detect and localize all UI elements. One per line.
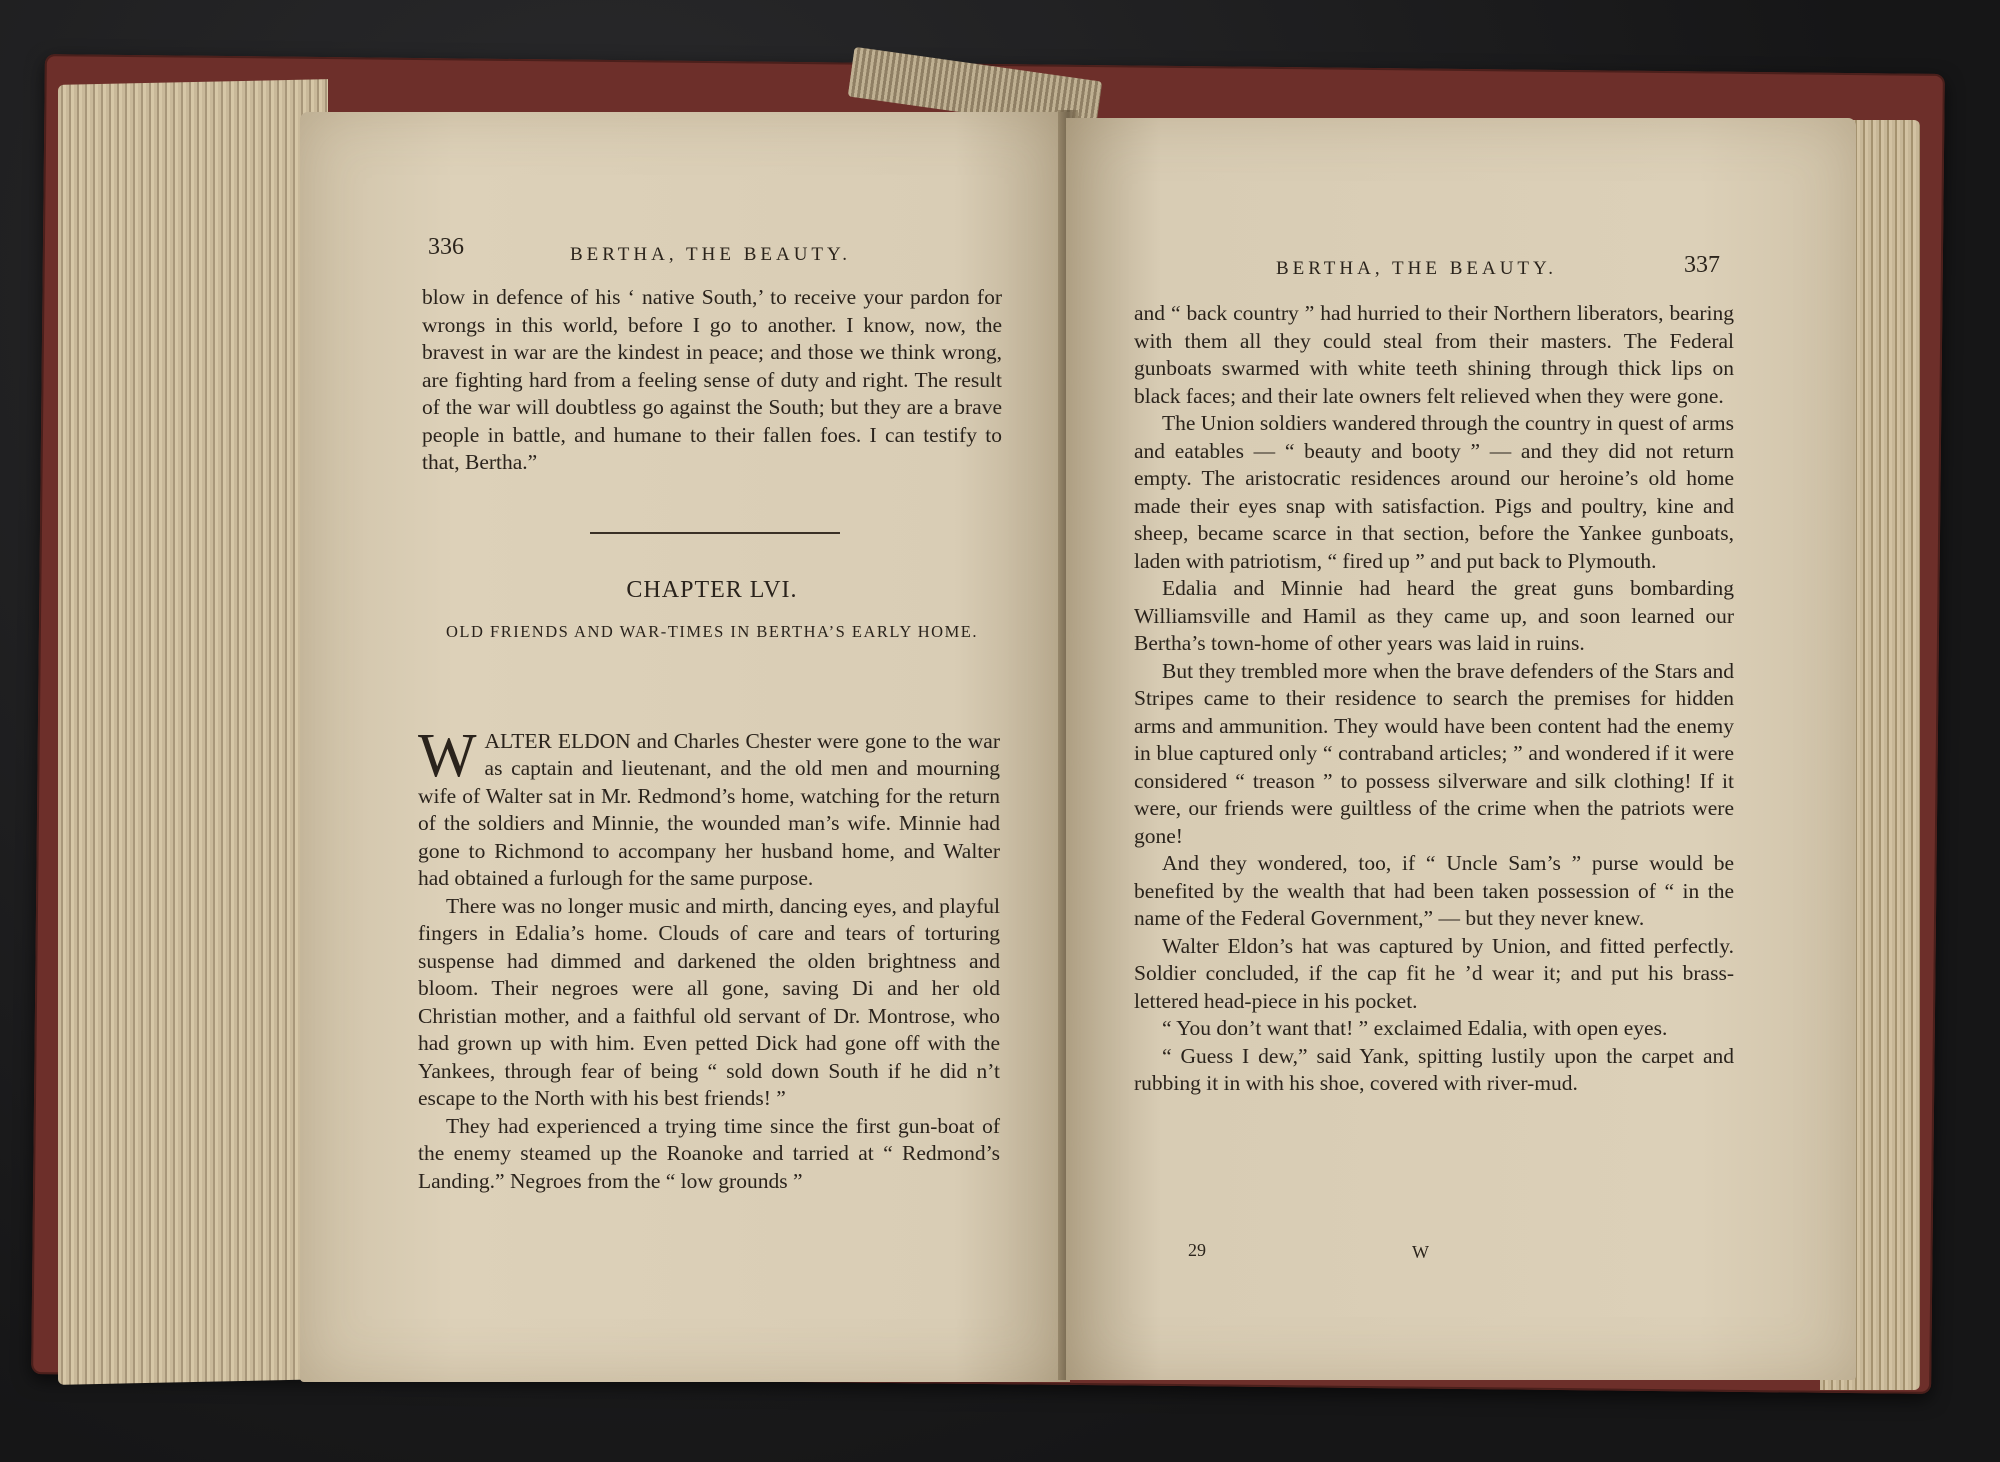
- left-paragraph-1: ALTER ELDON and Charles Chester were gone to the war as captain and lieutenant, and the old men and mourning wife of Walter sat in Mr. Redmond’s home, watching for the return of the soldiers and Minnie, the wounded man’s wife. Minnie had gone to Richmond to accompany her husband home, and Walter had obtained a furlough for the same purpose.: [418, 728, 1000, 890]
- left-page-edges: [58, 79, 328, 1385]
- chapter-subtitle: OLD FRIENDS AND WAR-TIMES IN BERTHA’S EARLY HOME.: [446, 622, 978, 641]
- signature-number: 29: [1188, 1240, 1206, 1260]
- right-paragraph-7: “ You don’t want that! ” exclaimed Edalia, with open eyes.: [1162, 1016, 1668, 1040]
- right-paragraph-5: And they wondered, too, if “ Uncle Sam’s ” purse would be benefited by the wealth that had been taken possession of “ in the name of the Federal Government,” — but they never knew.: [1134, 851, 1734, 930]
- left-paragraph-2: There was no longer music and mirth, dancing eyes, and playful fingers in Edalia’s home. Clouds of care and tears of torturing suspense had dimmed and darkened the olden brightness and bloom. Their negroes were all gone, saving Di and her old Christian mother, and a faithful old servant of Dr. Montrose, who had grown up with him. Even petted Dick had gone off with the Yankees, through fear of being “ sold down South if he did n’t escape to the North with his best friends! ”: [418, 893, 1000, 1110]
- right-running-head: BERTHA, THE BEAUTY.: [1276, 258, 1558, 279]
- section-rule: [590, 532, 840, 534]
- right-folio: 337: [1684, 252, 1720, 278]
- left-page: [300, 112, 1070, 1382]
- right-paragraph-2: The Union soldiers wandered through the country in quest of arms and eatables — “ beauty and booty ” — and they did not return empty. The aristocratic residences around our heroine’s old home made their eyes snap with satisfaction. Pigs and poultry, kine and sheep, became scarce in that section, before the Yankee gunboats, laden with patriotism, “ fired up ” and put back to Plymouth.: [1134, 411, 1735, 573]
- right-paragraph-1: and “ back country ” had hurried to their Northern liberators, bearing with them all they could steal from their masters. The Federal gunboats swarmed with white teeth shining through thick lips on black faces; and their late owners felt relieved when they were gone.: [1134, 301, 1734, 408]
- left-opening-paragraph: blow in defence of his ‘ native South,’ to receive your pardon for wrongs in this world, before I go to another. I know, now, the bravest in war are the kindest in peace; and those we think wrong, are fighting hard from a feeling sense of duty and right. The result of the war will doubtless go against the South; but they are a brave people in battle, and humane to their fallen foes. I can testify to that, Bertha.”: [422, 285, 1002, 474]
- left-opening-text: [422, 284, 1002, 477]
- right-page: [1066, 118, 1856, 1380]
- right-paragraph-8: “ Guess I dew,” said Yank, spitting lustily upon the carpet and rubbing it in with his shoe, covered with river-mud.: [1134, 1043, 1734, 1095]
- left-folio: 336: [428, 234, 464, 260]
- drop-cap: W: [418, 721, 477, 790]
- signature-letter: W: [1412, 1242, 1429, 1262]
- right-paragraph-3: Edalia and Minnie had heard the great guns bombarding Williamsville and Hamil as they came up, and soon learned our Bertha’s town-home of other years was laid in ruins.: [1134, 576, 1734, 655]
- right-body-text: [1134, 300, 1734, 1098]
- left-body-text: [418, 700, 1000, 1195]
- left-running-head: BERTHA, THE BEAUTY.: [570, 244, 852, 265]
- right-paragraph-6: Walter Eldon’s hat was captured by Union, and fitted perfectly. Soldier concluded, if the cap fit he ’d wear it; and put his brass-lettered head-piece in his pocket.: [1134, 933, 1734, 1013]
- right-paragraph-4: But they trembled more when the brave defenders of the Stars and Stripes came to their residence to search the premises for hidden arms and ammunition. They would have been content had the enemy in blue captured only “ contraband articles; ” and wondered if it were considered “ treason ” to possess silverware and silk clothing! If it were, our friends were guiltless of the crime when the patriots were gone!: [1134, 658, 1734, 848]
- left-paragraph-3: They had experienced a trying time since the first gun-boat of the enemy steamed up the Roanoke and tarried at “ Redmond’s Landing.” Negroes from the “ low grounds ”: [418, 1113, 1000, 1193]
- chapter-title: CHAPTER LVI.: [626, 577, 798, 603]
